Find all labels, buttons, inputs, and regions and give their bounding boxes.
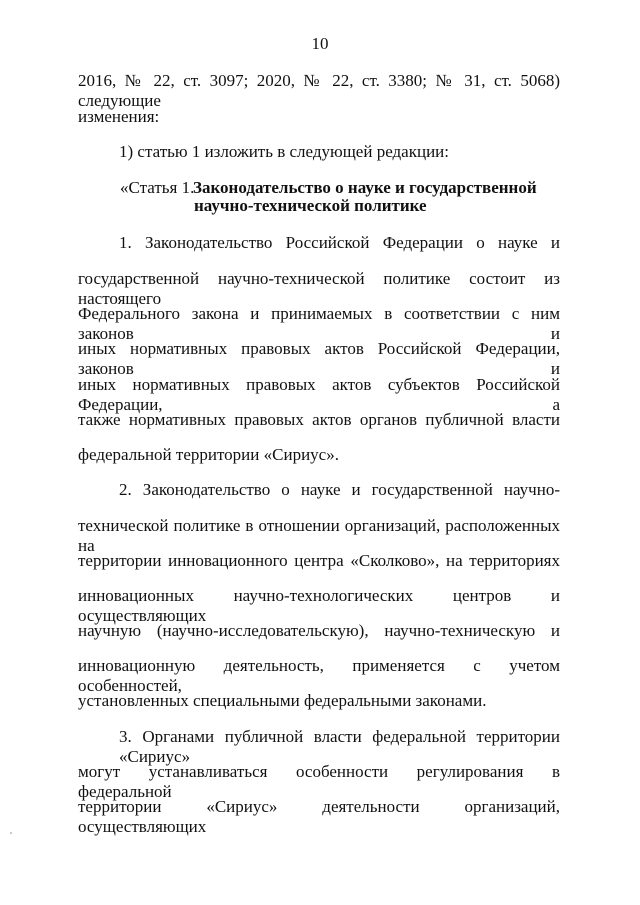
paragraph-line: 2. Законодательство о науке и государственной научно- bbox=[119, 480, 560, 499]
article-title-continued: научно-технической политике bbox=[194, 196, 427, 215]
paragraph-line: могут устанавливаться особенности регулирования в федеральной bbox=[78, 762, 560, 801]
paragraph-line: Федерального закона и принимаемых в соответствии с ним законов и bbox=[78, 304, 560, 343]
paragraph-line: также нормативных правовых актов органов публичной власти bbox=[78, 410, 560, 429]
paragraph-line: иных нормативных правовых актов субъектов Российской Федерации, а bbox=[78, 375, 560, 414]
text-line: 2016, № 22, ст. 3097; 2020, № 22, ст. 3380; № 31, ст. 5068) следующие bbox=[78, 71, 560, 110]
paragraph-line: федеральной территории «Сириус». bbox=[78, 445, 339, 464]
paragraph-line: территории «Сириус» деятельности организаций, осуществляющих bbox=[78, 797, 560, 836]
list-item-line: 1) статью 1 изложить в следующей редакции: bbox=[119, 142, 449, 161]
paragraph-line: иных нормативных правовых актов Российской Федерации, законов и bbox=[78, 339, 560, 378]
article-title: Законодательство о науке и государственной bbox=[193, 178, 537, 197]
paragraph-line: 1. Законодательство Российской Федерации о науке и bbox=[119, 233, 560, 252]
page-number: 10 bbox=[311, 34, 329, 53]
text-line: изменения: bbox=[78, 107, 160, 126]
paragraph-line: научную (научно-исследовательскую), научно-техническую и bbox=[78, 621, 560, 640]
paragraph-line: государственной научно-технической политике состоит из настоящего bbox=[78, 269, 560, 308]
paragraph-line: установленных специальными федеральными законами. bbox=[78, 691, 487, 710]
scan-dot bbox=[10, 832, 12, 834]
article-number: «Статья 1. bbox=[120, 178, 195, 197]
paragraph-line: инновационную деятельность, применяется с учетом особенностей, bbox=[78, 656, 560, 695]
paragraph-line: инновационных научно-технологических центров и осуществляющих bbox=[78, 586, 560, 625]
paragraph-line: территории инновационного центра «Сколково», на территориях bbox=[78, 551, 560, 570]
paragraph-line: 3. Органами публичной власти федеральной территории «Сириус» bbox=[119, 727, 560, 766]
paragraph-line: технической политике в отношении организаций, расположенных на bbox=[78, 516, 560, 555]
